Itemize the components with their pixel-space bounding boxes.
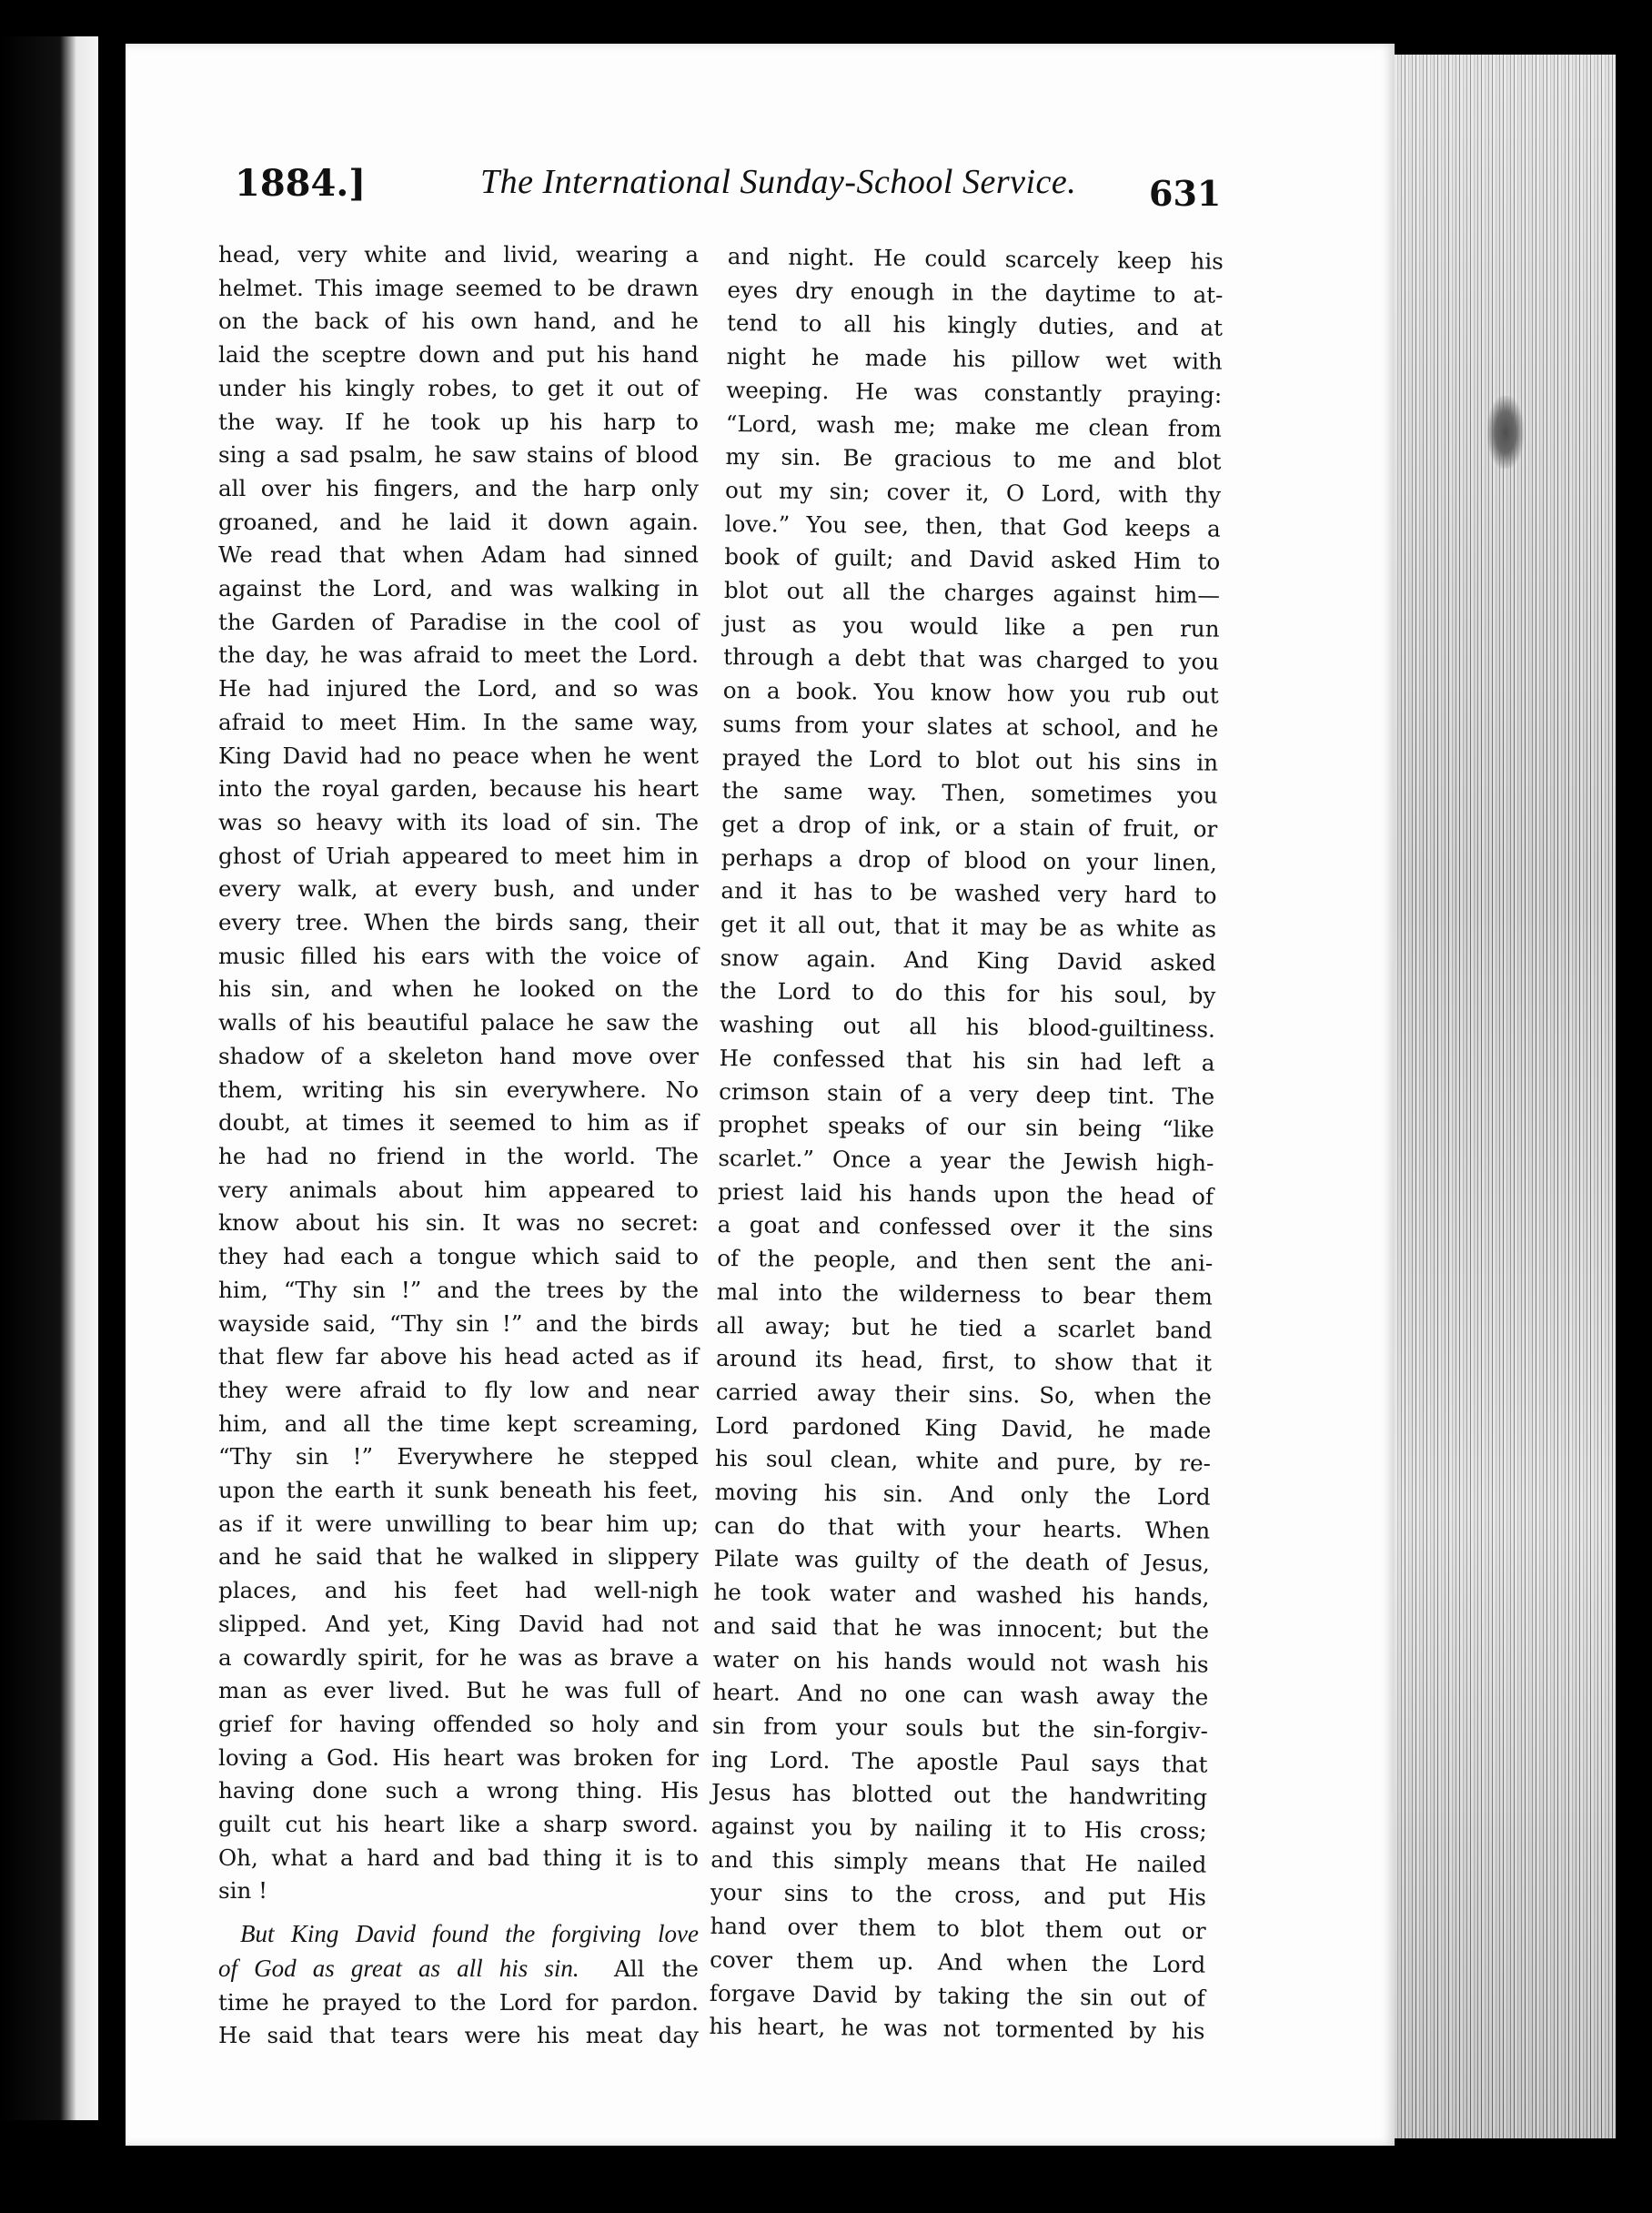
text-line: walls of his beautiful palace he saw the [218,1009,699,1036]
text-line: was so heavy with its load of sin. The [218,808,699,835]
text-line: Oh, what a hard and bad thing it is to [218,1844,699,1871]
text-line: weeping. He was constantly praying: [726,376,1223,409]
text-line: and said that he was innocent; but the [712,1612,1210,1644]
text-line: blot out all the charges against him— [723,577,1221,609]
text-line: every tree. When the birds sang, their [218,909,699,936]
text-line: against you by nailing it to His cross; [710,1812,1207,1844]
text-line: tend to all his kingly duties, and at [726,309,1224,342]
text-line: of the people, and then sent the ani- [717,1245,1214,1277]
text-line: my sin. Be gracious to me and blot [725,443,1222,475]
text-fragment: All the [579,1955,699,1982]
text-line: love.” You see, then, that God keeps a [724,510,1221,542]
text-line: him, “Thy sin !” and the trees by the [218,1276,699,1303]
text-line: crimson stain of a very deep tint. The [719,1077,1215,1110]
text-line: that flew far above his head acted as if [218,1343,699,1370]
text-line: a goat and confessed over it the sins [717,1211,1214,1244]
text-line: mal into the wilderness to bear them [716,1278,1214,1310]
text-line: sing a sad psalm, he saw stains of blood [218,441,699,469]
text-line: prophet speaks of our sin being “like [718,1111,1214,1143]
text-line: washing out all his blood-guiltiness. [719,1011,1216,1043]
text-line: loving a God. His heart was broken for [218,1743,699,1771]
text-line: as if it were unwilling to bear him up; [218,1510,699,1537]
text-line: get it all out, that it may be as white as [720,911,1217,943]
text-line: the day, he was afraid to meet the Lord. [218,642,699,669]
text-line: Lord pardoned King David, he made [715,1411,1212,1444]
text-line: groaned, and he laid it down again. [218,508,699,535]
text-line: the same way. Then, sometimes you [721,777,1218,809]
left-column [218,238,699,2053]
text-line: him, and all the time kept screaming, [218,1410,699,1437]
text-line: his soul clean, white and pure, by re- [714,1445,1212,1477]
text-line: just as you would like a pen run [723,610,1220,642]
text-line: moving his sin. And only the Lord [714,1478,1211,1511]
text-line: cover them up. And when the Lord [710,1945,1206,1978]
text-line: his sin, and when he looked on the [218,975,699,1003]
text-line: they were afraid to fly low and near [218,1376,699,1403]
text-line: he had no friend in the world. The [218,1142,699,1169]
right-column [709,240,1224,2049]
text-line: they had each a tongue which said to [218,1243,699,1270]
text-line: sums from your slates at school, and he [722,710,1219,743]
text-line: He confessed that his sin had left a [719,1044,1215,1076]
text-line: water on his hands would not wash his [712,1645,1209,1678]
text-line: eyes dry enough in the daytime to at- [727,276,1224,308]
text-line: slipped. And yet, King David had not [218,1610,699,1637]
text-line: and he said that he walked in slippery [218,1543,699,1571]
text-line: the Lord to do this for his soul, by [720,977,1216,1010]
text-line: every walk, at every bush, and under [218,875,699,903]
text-line: his heart, he was not tormented by his [709,2013,1205,2045]
text-line: laid the sceptre down and put his hand [218,341,699,369]
text-line: into the royal garden, because his heart [218,775,699,803]
text-line: prayed the Lord to blot out his sins in [721,743,1219,776]
text-line: snow again. And King David asked [720,944,1216,976]
text-line: very animals about him appeared to [218,1176,699,1203]
text-line: under his kingly robes, to get it out of [218,374,699,401]
text-line: having done such a wrong thing. His [218,1777,699,1804]
text-line: and night. He could scarcely keep his [727,242,1224,275]
text-line: out my sin; cover it, O Lord, with thy [724,476,1222,509]
text-line: upon the earth it sunk beneath his feet, [218,1477,699,1504]
text-line: guilt cut his heart like a sharp sword. [218,1811,699,1838]
text-line: against the Lord, and was walking in [218,575,699,602]
text-line: doubt, at times it seemed to him as if [218,1109,699,1137]
text-line: He said that tears were his meat day [218,2022,699,2049]
text-line: Jesus has blotted out the handwriting [710,1779,1208,1811]
text-line: can do that with your hearts. When [714,1511,1211,1544]
text-line: Pilate was guilty of the death of Jesus, [713,1545,1210,1578]
text-line: book of guilt; and David asked Him to [724,543,1221,576]
running-head [235,162,1235,226]
text-line: afraid to meet Him. In the same way, [218,708,699,735]
text-line: through a debt that was charged to you [723,643,1220,676]
text-line: man as ever lived. But he was full of [218,1677,699,1704]
text-line: and it has to be washed very hard to [720,877,1217,910]
text-line: grief for having offended so holy and [218,1710,699,1737]
facing-page-edge [0,36,109,2120]
text-line: ghost of Uriah appeared to meet him in [218,842,699,869]
text-line: King David had no peace when he went [218,742,699,769]
text-line: know about his sin. It was no secret: [218,1209,699,1237]
text-line: forgave David by taking the sin out of [709,1979,1205,2012]
text-line: he took water and washed his hands, [713,1579,1210,1611]
italic-text: of God as great as all his sin. [218,1954,579,1982]
text-line: around its head, first, to show that it [715,1345,1213,1377]
gutter-shadow [98,0,126,2213]
text-line: shadow of a skeleton hand move over [218,1042,699,1069]
italic-line [218,1917,699,1952]
text-line: all over his fingers, and the harp only [218,474,699,501]
text-line: helmet. This image seemed to be drawn [218,274,699,301]
text-line: head, very white and livid, wearing a [218,241,699,268]
text-line: sin ! [218,1877,268,1905]
text-line: get a drop of ink, or a stain of fruit, or [721,810,1218,843]
text-line: perhaps a drop of blood on your linen, [720,844,1218,876]
text-line: priest laid his hands upon the head of [717,1177,1214,1210]
text-line: “Lord, wash me; make me clean from [725,409,1223,442]
text-line: and this simply means that He nailed [710,1845,1207,1878]
text-line: night he made his pillow wet with [726,343,1223,375]
text-line: We read that when Adam had sinned [218,541,699,569]
text-line: your sins to the cross, and put His [710,1879,1207,1912]
text-line: the Garden of Paradise in the cool of [218,608,699,635]
right-border [1616,0,1652,2213]
text-line: sin from your souls but the sin-forgiv- [711,1712,1209,1744]
text-line: all away; but he tied a scarlet band [716,1311,1213,1344]
text-line: a cowardly spirit, for he was as brave a [218,1643,699,1671]
text-line: scarlet.” Once a year the Jewish high- [718,1144,1214,1177]
text-line: heart. And no one can wash away the [712,1679,1209,1711]
text-line: them, writing his sin everywhere. No [218,1076,699,1103]
text-line: music filled his ears with the voice of [218,942,699,969]
text-line: carried away their sins. So, when the [715,1378,1212,1410]
header-title: The International Sunday-School Service. [480,163,1077,201]
text-line: places, and his feet had well-nigh [218,1577,699,1604]
edge-stain [1487,396,1524,469]
text-line: “Thy sin !” Everywhere he stepped [218,1443,699,1470]
text-line: He had injured the Lord, and so was [218,675,699,702]
italic-text: But King David found the forgiving love [240,1920,699,1948]
text-line: ing Lord. The apostle Paul says that [711,1745,1208,1778]
text-line: time he prayed to the Lord for pardon. [218,1988,699,2016]
page-number: 631 [1149,173,1222,214]
header-year: 1884.] [235,162,367,205]
text-line: the way. If he took up his harp to [218,408,699,435]
text-line: on a book. You know how you rub out [722,677,1219,709]
text-line: on the back of his own hand, and he [218,308,699,335]
italic-line [218,1952,699,1986]
text-line: wayside said, “Thy sin !” and the birds [218,1309,699,1337]
text-line: hand over them to blot them out or [710,1913,1206,1945]
